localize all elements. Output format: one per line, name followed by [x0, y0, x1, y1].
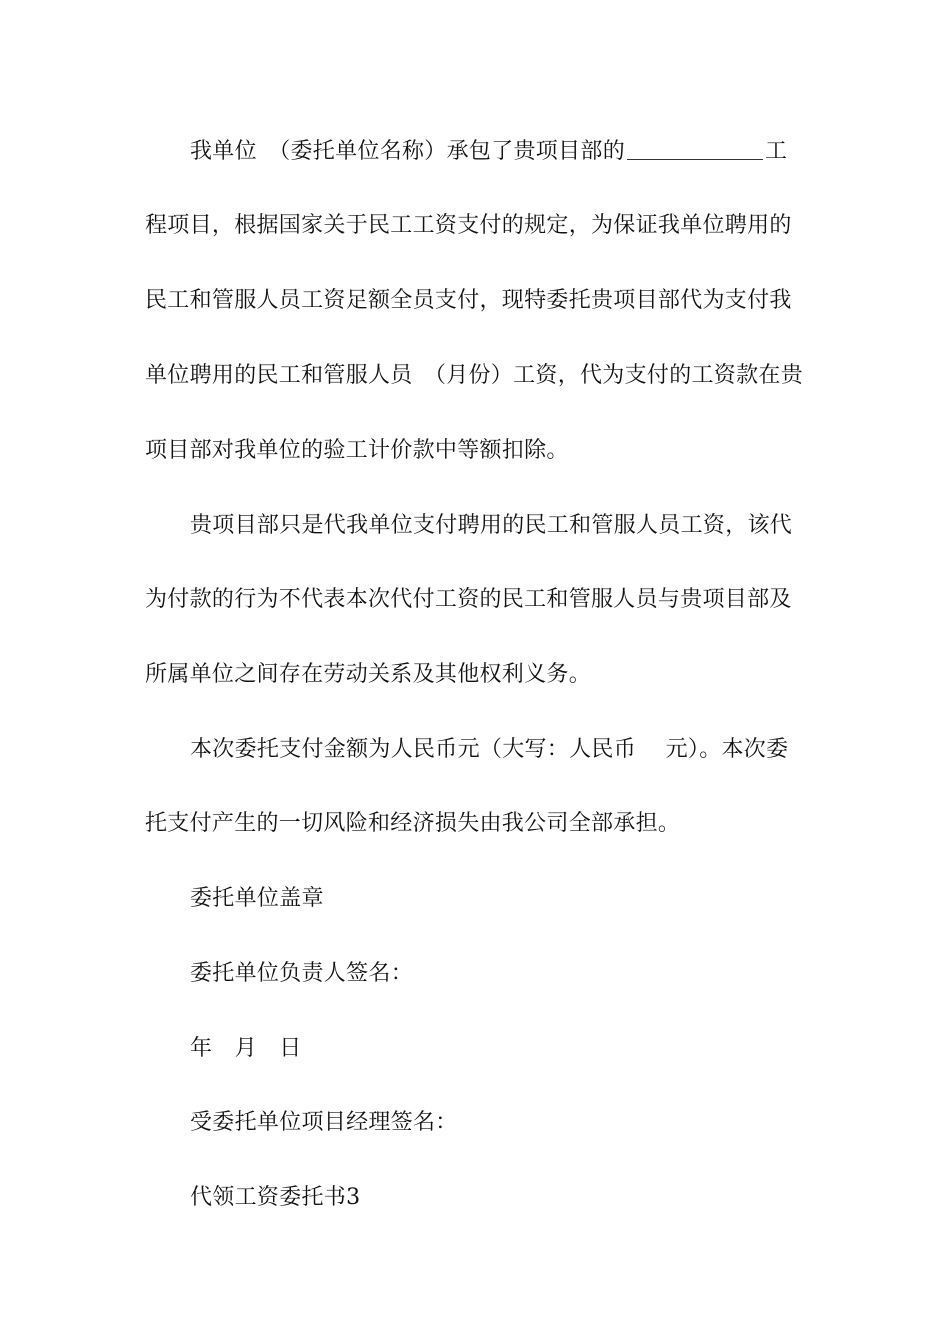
principal-signature-label: 委托单位负责人签名：	[190, 961, 414, 986]
paragraph1-line3: 民工和管服人员工资足额全员支付，现特委托贵项目部代为支付我	[145, 288, 792, 313]
paragraph1-line1-text: 我单位 （委托单位名称）承包了贵项目部的	[190, 139, 626, 164]
paragraph1-line2: 程项目，根据国家关于民工工资支付的规定，为保证我单位聘用的	[145, 213, 792, 238]
paragraph2-line1: 贵项目部只是代我单位支付聘用的民工和管服人员工资，该代	[190, 513, 793, 538]
paragraph2-line2: 为付款的行为不代表本次代付工资的民工和管服人员与贵项目部及	[145, 587, 792, 612]
manager-signature-label: 受委托单位项目经理签名：	[190, 1110, 458, 1135]
next-section-title: 代领工资委托书3	[190, 1185, 361, 1210]
project-name-blank	[627, 137, 763, 160]
paragraph1-line5: 项目部对我单位的验工计价款中等额扣除。	[145, 438, 569, 463]
paragraph3-line2: 托支付产生的一切风险和经济损失由我公司全部承担。	[145, 811, 681, 836]
paragraph3-line1: 本次委托支付金额为人民币元（大写：人民币 元）。本次委	[190, 737, 789, 762]
date-label: 年 月 日	[190, 1036, 302, 1061]
seal-label: 委托单位盖章	[190, 886, 324, 911]
paragraph2-line3: 所属单位之间存在劳动关系及其他权利义务。	[145, 662, 592, 687]
paragraph1-line1-end: 工	[765, 139, 788, 164]
paragraph1-line1	[190, 137, 810, 167]
paragraph1-line4: 单位聘用的民工和管服人员 （月份）工资，代为支付的工资款在贵	[145, 363, 804, 388]
